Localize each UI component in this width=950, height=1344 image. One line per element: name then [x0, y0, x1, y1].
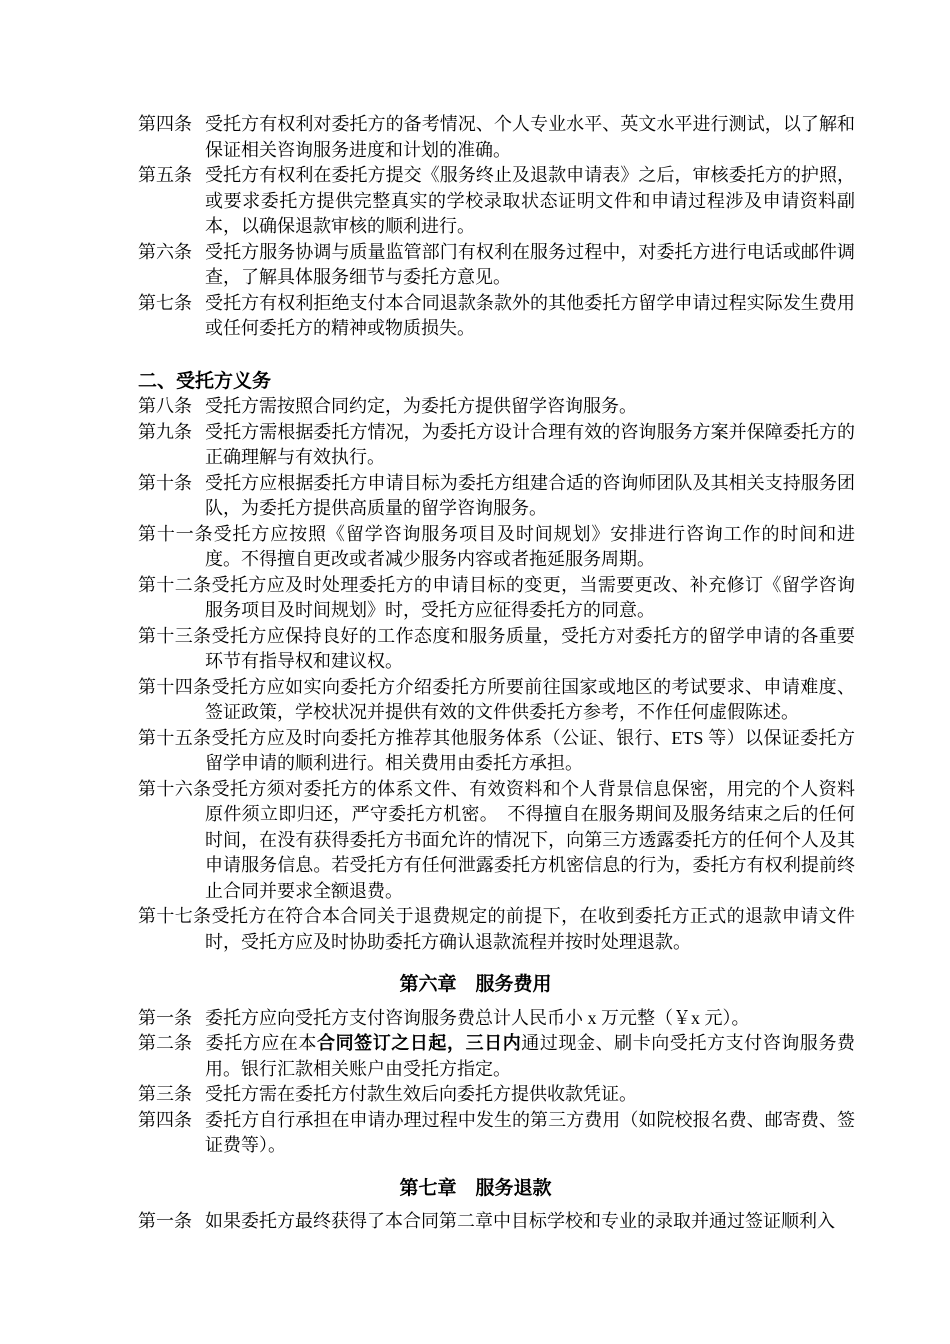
clause-text: 受托方应按照《留学咨询服务项目及时间规划》安排进行咨询工作的时间和进度。不得擅自更改或者减少服务内容或者拖延服务周期。 — [205, 523, 856, 569]
clause-label: 第七条 — [138, 292, 192, 313]
clause — [138, 394, 855, 420]
clause-text: 受托方有权利拒绝支付本合同退款条款外的其他委托方留学申请过程实际发生费用或任何委托方的精神或物质损失。 — [205, 292, 855, 338]
clause-text: 受托方应保持良好的工作态度和服务质量，受托方对委托方的留学申请的各重要环节有指导权和建议权。 — [205, 625, 856, 671]
clause-text: 委托方自行承担在申请办理过程中发生的第三方费用（如院校报名费、邮寄费、签证费等）。 — [205, 1109, 855, 1155]
clause — [138, 904, 855, 955]
clause-label: 第五条 — [138, 165, 192, 185]
clause-text-bold: 合同签订之日起，三日内 — [317, 1033, 522, 1053]
clause — [138, 420, 855, 471]
clause — [138, 522, 855, 573]
clause — [138, 624, 855, 675]
clause-text: 受托方服务协调与质量监管部门有权利在服务过程中，对委托方进行电话或邮件调查，了解具体服务细节与委托方意见。 — [205, 241, 855, 287]
clause — [138, 112, 855, 163]
clause-text: 受托方应根据委托方申请目标为委托方组建合适的咨询师团队及其相关支持服务团队，为委托方提供高质量的留学咨询服务。 — [205, 472, 855, 518]
clause-label: 第一条 — [138, 1211, 192, 1231]
clause-label: 第十四条 — [138, 676, 212, 697]
clause — [138, 1108, 855, 1159]
clause — [138, 291, 855, 342]
clause — [138, 675, 855, 726]
clause-text: 通过现金、刷卡向受托方支付咨询服务费用。银行汇款相关账户由受托方指定。 — [205, 1033, 856, 1079]
clause-text: 受托方应及时向委托方推荐其他服务体系（公证、银行、ETS 等）以保证委托方留学申请的顺利进行。相关费用由委托方承担。 — [205, 727, 856, 773]
clause-label: 第十条 — [138, 472, 192, 493]
clause — [138, 163, 855, 240]
clause — [138, 1082, 855, 1108]
clause — [138, 1031, 855, 1082]
clause-label: 第十五条 — [138, 727, 212, 748]
clause — [138, 726, 855, 777]
clause-label: 第九条 — [138, 421, 192, 442]
clause-text: 如果委托方最终获得了本合同第二章中目标学校和专业的录取并通过签证顺利入 — [205, 1211, 835, 1231]
clause-label: 第一条 — [138, 1007, 192, 1028]
clause-label: 第十七条 — [138, 906, 212, 926]
clause-text: 受托方有权利对委托方的备考情况、个人专业水平、英文水平进行测试，以了解和保证相关咨询服务进度和计划的准确。 — [205, 114, 855, 160]
clause-text: 受托方在符合本合同关于退费规定的前提下，在收到委托方正式的退款申请文件时，受托方应及时协助委托方确认退款流程并按时处理退款。 — [205, 906, 856, 952]
clause-label: 第十三条 — [138, 625, 212, 646]
clause-label: 第四条 — [138, 114, 192, 134]
section-heading: 二、受托方义务 — [138, 370, 272, 392]
clause — [138, 777, 855, 905]
clause — [138, 1006, 855, 1032]
clause-label: 第八条 — [138, 396, 192, 416]
clause-text: 委托方应向受托方支付咨询服务费总计人民币小 x 万元整（￥x 元）。 — [205, 1007, 750, 1028]
clause-text: 受托方应及时处理委托方的申请目标的变更，当需要更改、补充修订《留学咨询服务项目及时间规划》时，受托方应征得委托方的同意。 — [205, 574, 856, 620]
clause-label: 第十六条 — [138, 778, 212, 799]
clause-label: 第二条 — [138, 1033, 192, 1053]
clause-label: 第十二条 — [138, 574, 212, 595]
clause-label: 第四条 — [138, 1109, 192, 1130]
clause-label: 第十一条 — [138, 523, 214, 544]
clause — [138, 471, 855, 522]
clause — [138, 240, 855, 291]
clause-label: 第六条 — [138, 241, 192, 262]
chapter-heading: 第七章 服务退款 — [399, 1177, 552, 1199]
clause — [138, 573, 855, 624]
clause-text: 受托方有权利在委托方提交《服务终止及退款申请表》之后，审核委托方的护照，或要求委托方提供完整真实的学校录取状态证明文件和申请过程涉及申请资料副本，以确保退款审核的顺利进行。 — [205, 165, 855, 236]
clause-label: 第三条 — [138, 1084, 192, 1104]
clause-text: 受托方需按照合同约定，为委托方提供留学咨询服务。 — [205, 396, 637, 416]
clause-text: 受托方应如实向委托方介绍委托方所要前往国家或地区的考试要求、申请难度、签证政策，学校状况并提供有效的文件供委托方参考，不作任何虚假陈述。 — [205, 676, 856, 722]
clause-text: 受托方须对委托方的体系文件、有效资料和个人背景信息保密，用完的个人资料原件须立即归还，严守委托方机密。 不得擅自在服务期间及服务结束之后的任何时间，在没有获得委托方书面允许的情况下，向第三方透露委托方的任何个人及其申请服务信息。若受托方有任何泄露委托方机密信息的行为，委托方有权利提前终止合同并要求全额退费。 — [205, 778, 856, 901]
chapter-heading: 第六章 服务费用 — [399, 974, 552, 995]
clause — [138, 1209, 855, 1235]
clause-text: 受托方需根据委托方情况，为委托方设计合理有效的咨询服务方案并保障委托方的正确理解与有效执行。 — [205, 421, 855, 467]
clause-text: 受托方需在委托方付款生效后向委托方提供收款凭证。 — [205, 1084, 637, 1104]
clause-text: 委托方应在本 — [205, 1033, 317, 1053]
